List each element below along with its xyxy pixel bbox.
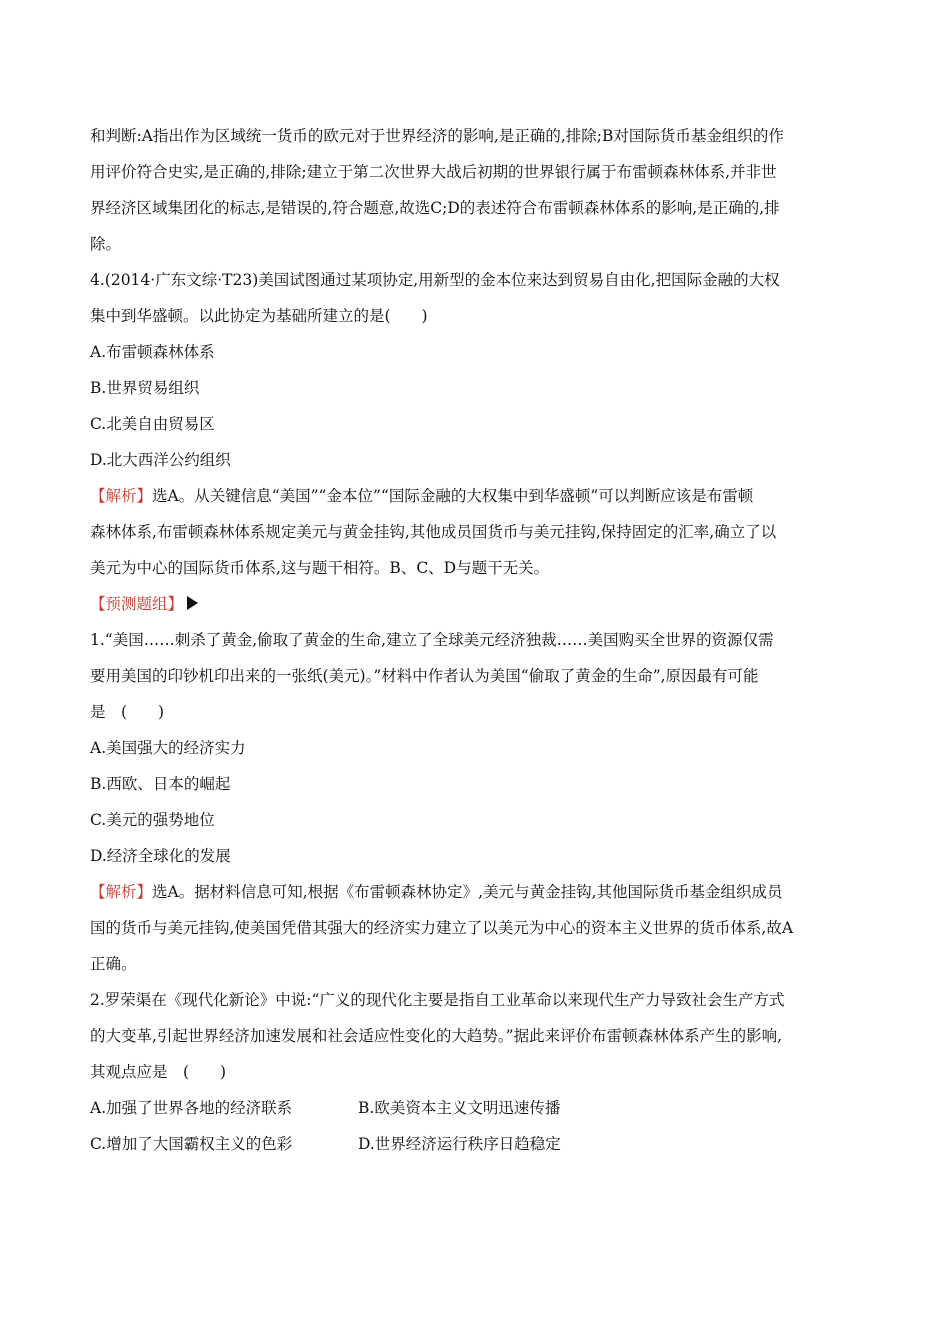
question-4 [90,262,865,586]
options-row [90,1126,865,1162]
text-line: 界经济区域集团化的标志,是错误的,符合题意,故选C;D的表述符合布雷顿森林体系的影响,是正确的,排 [90,199,780,217]
predict-tag: 【预测题组】 [90,595,184,613]
analysis-tag: 【解析】 [90,883,153,901]
analysis-line [90,478,865,514]
option-a: A.加强了世界各地的经济联系 [90,1099,293,1117]
analysis-text: 选A。从关键信息“美国”“金本位”“国际金融的大权集中到华盛顿”可以判断应该是布雷顿 [152,487,754,505]
question-stem-line: 的大变革,引起世界经济加速发展和社会适应性变化的大趋势。”据此来评价布雷顿森林体系产生的影响, [90,1027,783,1045]
triangle-right-icon [187,596,198,610]
analysis-line: 森林体系,布雷顿森林体系规定美元与黄金挂钩,其他成员国货币与美元挂钩,保持固定的汇率,确立了以 [90,523,777,541]
option-a: A.美国强大的经济实力 [90,739,246,757]
question-stem-line: 1.“美国……刺杀了黄金,偷取了黄金的生命,建立了全球美元经济独裁……美国购买全世界的资源仅需 [90,631,774,649]
predict-question-2 [90,982,865,1162]
text-line: 和判断:A指出作为区域统一货币的欧元对于世界经济的影响,是正确的,排除;B对国际货币基金组织的作 [90,127,784,145]
option-c: C.美元的强势地位 [90,811,215,829]
question-stem-line: 是 ( ) [90,703,165,721]
option-a: A.布雷顿森林体系 [90,343,215,361]
question-stem-line: 4.(2014·广东文综·T23)美国试图通过某项协定,用新型的金本位来达到贸易自由化,把国际金融的大权 [90,271,780,289]
option-d: D.世界经济运行秩序日趋稳定 [358,1135,561,1153]
option-d: D.北大西洋公约组织 [90,451,231,469]
question-stem-line: 集中到华盛顿。以此协定为基础所建立的是( ) [90,307,428,325]
analysis-line: 正确。 [90,955,137,973]
option-c: C.增加了大国霸权主义的色彩 [90,1135,293,1153]
option-c: C.北美自由贸易区 [90,415,215,433]
question-stem-line: 2.罗荣渠在《现代化新论》中说:“广义的现代化主要是指自工业革命以来现代生产力导致社会生产方式 [90,991,785,1009]
option-b: B.世界贸易组织 [90,379,200,397]
predict-question-1 [90,622,865,982]
analysis-tag: 【解析】 [90,487,153,505]
analysis-line: 国的货币与美元挂钩,使美国凭借其强大的经济实力建立了以美元为中心的资本主义世界的货币体系,故A [90,919,794,937]
text-line: 用评价符合史实,是正确的,排除;建立于第二次世界大战后初期的世界银行属于布雷顿森林体系,并非世 [90,163,777,181]
previous-analysis-block [90,118,865,262]
question-stem-line: 其观点应是 ( ) [90,1063,227,1081]
question-stem-line: 要用美国的印钞机印出来的一张纸(美元)。”材料中作者认为美国“偷取了黄金的生命”,原因最有可能 [90,667,759,685]
analysis-line: 美元为中心的国际货币体系,这与题干相符。B、C、D与题干无关。 [90,559,550,577]
options-row [90,1090,865,1126]
predict-heading [90,586,865,622]
analysis-line [90,874,865,910]
option-d: D.经济全球化的发展 [90,847,231,865]
option-b: B.欧美资本主义文明迅速传播 [358,1099,561,1117]
text-line: 除。 [90,235,122,253]
option-b: B.西欧、日本的崛起 [90,775,231,793]
analysis-text: 选A。据材料信息可知,根据《布雷顿森林协定》,美元与黄金挂钩,其他国际货币基金组织成员 [152,883,783,901]
document-page [90,118,865,1162]
